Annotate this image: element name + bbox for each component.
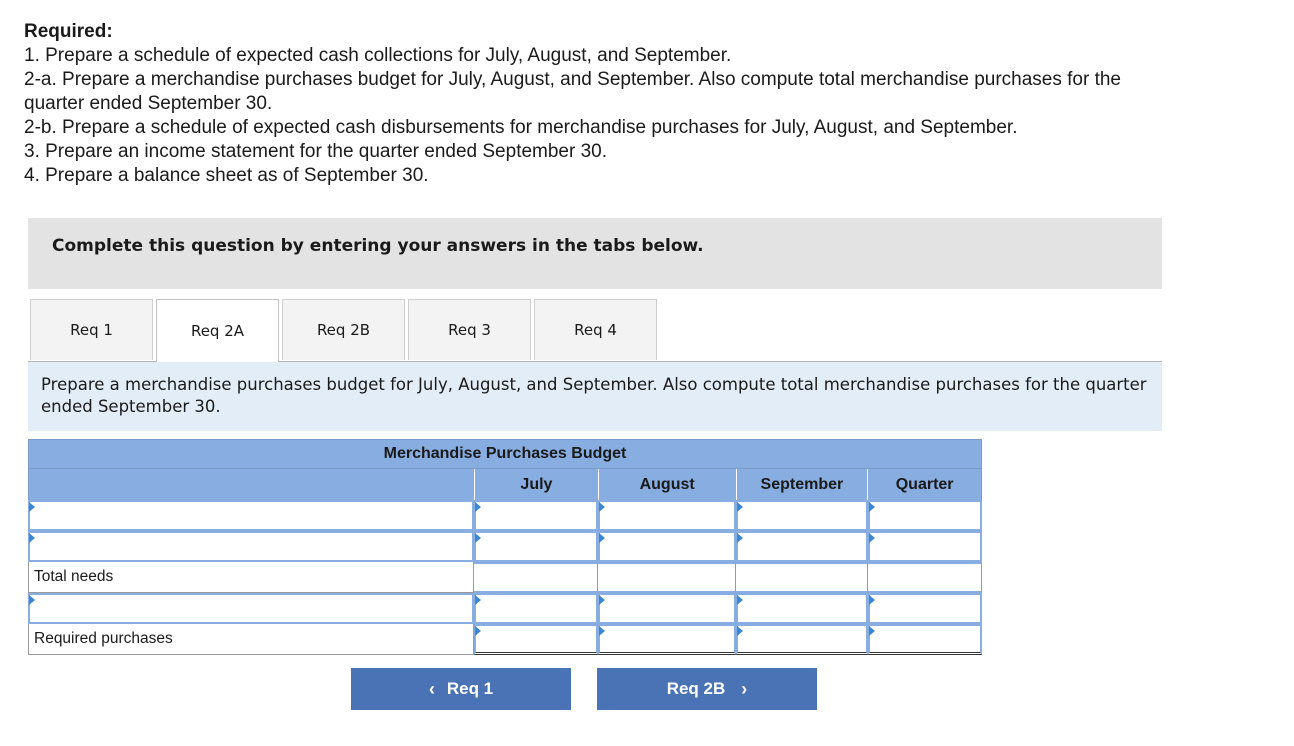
merchandise-purchases-table (28, 439, 982, 655)
row-4-label-dropdown[interactable] (28, 593, 474, 624)
tab-req-1[interactable]: Req 1 (30, 299, 153, 360)
table-title-text: Merchandise Purchases Budget (383, 445, 627, 462)
total-needs-august-input[interactable] (598, 562, 736, 593)
chevron-left-icon: ‹ (428, 678, 435, 699)
required-item-2a: 2-a. Prepare a merchandise purchases budget for July, August, and September. Also compute total merchandise purchases for the (24, 69, 1121, 90)
row-1-august-input[interactable] (598, 500, 736, 531)
required-section (24, 20, 1274, 188)
row-2-label-dropdown[interactable] (28, 531, 474, 562)
header-label-cell (29, 469, 474, 500)
column-header-august: August (598, 469, 736, 500)
tab-req-3[interactable]: Req 3 (408, 299, 531, 360)
tab-req-2b[interactable]: Req 2B (282, 299, 405, 360)
total-needs-label: Total needs (28, 562, 474, 593)
column-header-quarter: Quarter (867, 469, 981, 500)
required-item-2a-cont: quarter ended September 30. (24, 93, 273, 114)
next-tab-label: Req 2B (666, 679, 726, 698)
table-header-row (28, 469, 982, 500)
row-4-august-input[interactable] (598, 593, 736, 624)
column-header-september: September (736, 469, 868, 500)
row-2-quarter-input[interactable] (868, 531, 982, 562)
question-prompt: Prepare a merchandise purchases budget for July, August, and September. Also compute total merchandise purchases for the quarter ended September 30. (28, 362, 1162, 431)
tab-req-4[interactable]: Req 4 (534, 299, 657, 360)
table-row (28, 624, 982, 655)
total-needs-quarter-input[interactable] (868, 562, 982, 593)
next-tab-button[interactable] (597, 668, 817, 710)
row-2-august-input[interactable] (598, 531, 736, 562)
required-item-3: 3. Prepare an income statement for the quarter ended September 30. (24, 141, 608, 162)
row-1-september-input[interactable] (736, 500, 868, 531)
required-purchases-july-input[interactable] (474, 624, 598, 655)
table-title (28, 439, 982, 469)
required-item-4: 4. Prepare a balance sheet as of September 30. (24, 165, 429, 186)
prev-tab-button[interactable] (351, 668, 571, 710)
row-2-september-input[interactable] (736, 531, 868, 562)
required-item-1: 1. Prepare a schedule of expected cash collections for July, August, and September. (24, 45, 732, 66)
chevron-right-icon: › (741, 678, 748, 699)
prev-tab-label: Req 1 (446, 679, 494, 698)
table-row (28, 593, 982, 624)
instruction-text: Complete this question by entering your answers in the tabs below. (52, 236, 704, 256)
instruction-banner (28, 218, 1162, 289)
row-1-quarter-input[interactable] (868, 500, 982, 531)
required-purchases-quarter-input[interactable] (868, 624, 982, 655)
required-purchases-label: Required purchases (28, 624, 474, 655)
required-purchases-september-input[interactable] (736, 624, 868, 655)
total-needs-september-input[interactable] (736, 562, 868, 593)
required-item-2b: 2-b. Prepare a schedule of expected cash disbursements for merchandise purchases for July, August, and September. (24, 117, 1018, 138)
row-2-july-input[interactable] (474, 531, 598, 562)
required-purchases-august-input[interactable] (598, 624, 736, 655)
row-1-label-dropdown[interactable] (28, 500, 474, 531)
row-4-july-input[interactable] (474, 593, 598, 624)
row-4-september-input[interactable] (736, 593, 868, 624)
row-1-july-input[interactable] (474, 500, 598, 531)
total-needs-july-input[interactable] (474, 562, 598, 593)
table-row (28, 531, 982, 562)
tab-bar (28, 298, 1162, 362)
table-row (28, 500, 982, 531)
row-4-quarter-input[interactable] (868, 593, 982, 624)
table-row (28, 562, 982, 593)
column-header-july: July (474, 469, 598, 500)
tab-req-2a[interactable]: Req 2A (156, 299, 279, 362)
required-heading: Required: (24, 21, 113, 42)
